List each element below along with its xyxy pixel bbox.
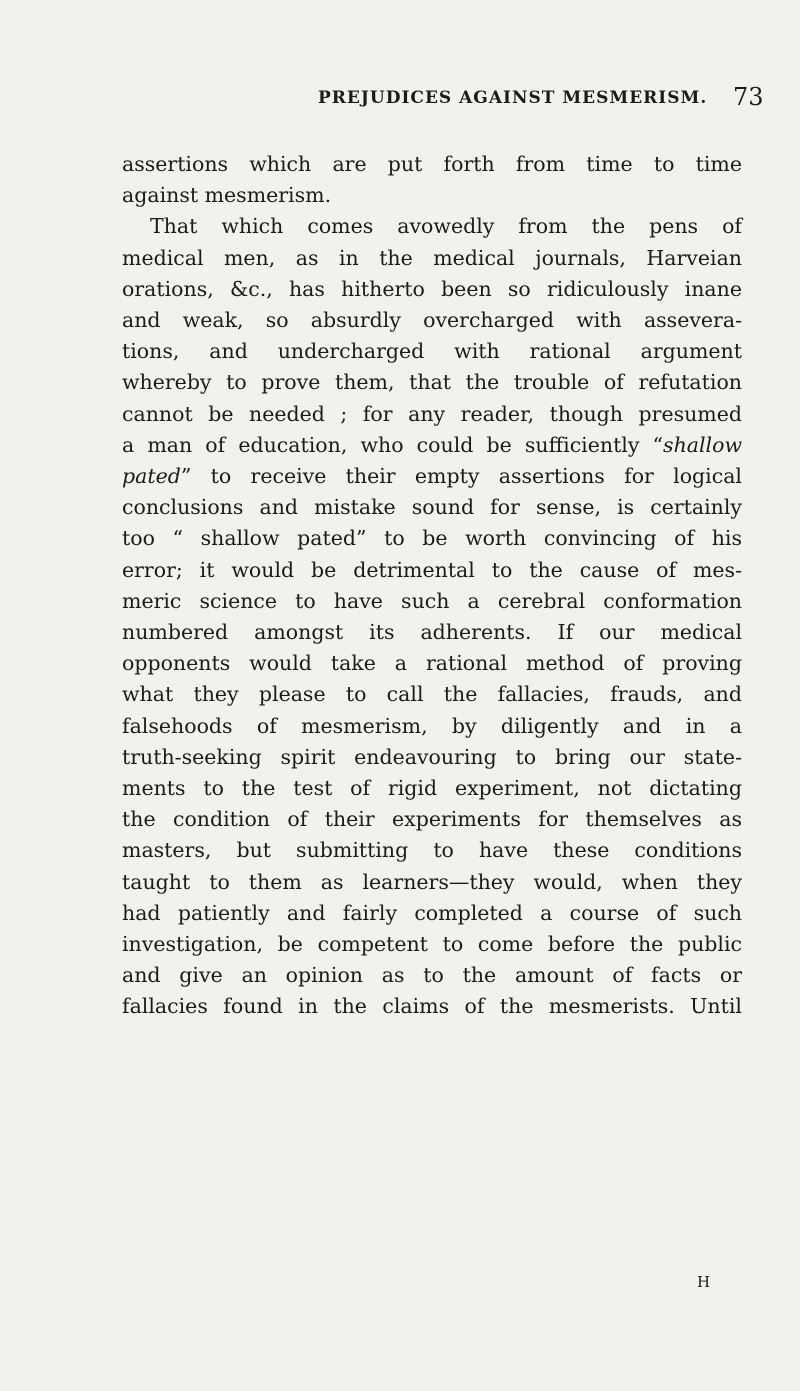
- text-line: orations, &c., has hitherto been so ridiculously inane: [122, 276, 742, 301]
- text-line: against mesmerism.: [122, 183, 332, 208]
- text-line: meric science to have such a cerebral conformation: [122, 588, 742, 613]
- text-line: a man of education, who could be sufficiently “shallow: [122, 432, 742, 457]
- page-number: 73: [733, 83, 764, 111]
- text-line: opponents would take a rational method of proving: [122, 651, 742, 676]
- text-line: falsehoods of mesmerism, by diligently and in a: [122, 713, 742, 738]
- text-line: numbered amongst its adherents. If our medical: [122, 620, 742, 644]
- text-line: investigation, be competent to come before the public: [122, 932, 742, 956]
- text-line: the condition of their experiments for themselves as: [122, 807, 742, 832]
- text-line: had patiently and fairly completed a course of such: [122, 900, 742, 925]
- text-line: and weak, so absurdly overcharged with assevera-: [122, 308, 742, 332]
- text-line: and give an opinion as to the amount of facts or: [122, 963, 742, 988]
- text-line: truth-seeking spirit endeavouring to bring our state-: [122, 744, 742, 769]
- text-line: too “ shallow pated” to be worth convincing of his: [122, 526, 742, 551]
- text-line: whereby to prove them, that the trouble of refutation: [122, 370, 742, 395]
- text-line: That which comes avowedly from the pens of: [150, 214, 742, 239]
- running-header: [0, 83, 800, 118]
- signature-mark: H: [697, 1273, 711, 1291]
- text-line: ments to the test of rigid experiment, not dictating: [122, 776, 742, 800]
- text-line: fallacies found in the claims of the mesmerists. Until: [122, 994, 742, 1019]
- text-line: tions, and undercharged with rational argument: [122, 339, 742, 364]
- text-line: taught to them as learners—they would, when they: [122, 869, 742, 894]
- text-line: what they please to call the fallacies, frauds, and: [122, 682, 742, 707]
- running-title: PREJUDICES AGAINST MESMERISM.: [318, 88, 708, 108]
- text-line: conclusions and mistake sound for sense, is certainly: [122, 495, 742, 520]
- text-line: pated” to receive their empty assertions for logical: [122, 464, 742, 488]
- text-line: error; it would be detrimental to the cause of mes-: [122, 557, 742, 582]
- text-line: assertions which are put forth from time to time: [122, 152, 742, 176]
- text-line: medical men, as in the medical journals, Harveian: [122, 245, 742, 270]
- text-line: masters, but submitting to have these conditions: [122, 838, 742, 863]
- text-line: cannot be needed ; for any reader, though presumed: [122, 401, 742, 426]
